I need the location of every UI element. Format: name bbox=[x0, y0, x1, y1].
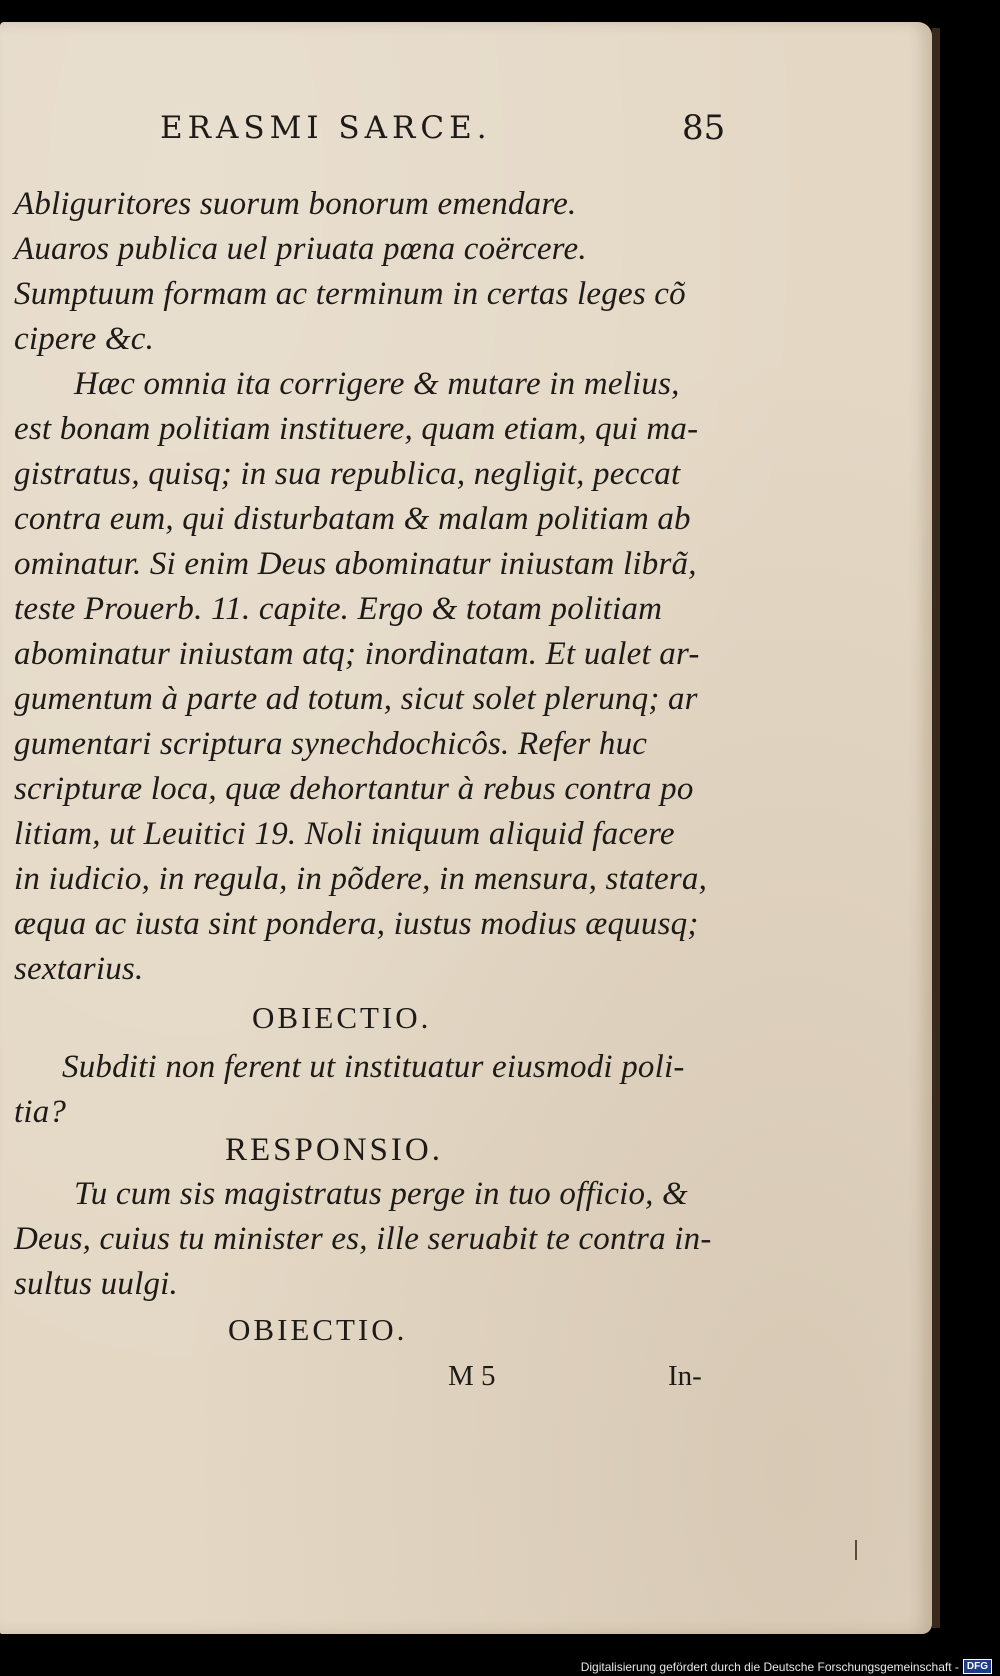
text-line: sultus uulgi. bbox=[14, 1266, 178, 1302]
paper-blemish bbox=[855, 1540, 857, 1560]
text-line: ominatur. Si enim Deus abominatur iniustam librã, bbox=[14, 546, 697, 582]
text-line: teste Prouerb. 11. capite. Ergo & totam politiam bbox=[14, 591, 663, 627]
dfg-logo-icon: DFG bbox=[963, 1659, 992, 1674]
text-line: cipere &c. bbox=[14, 321, 155, 357]
text-line: est bonam politiam instituere, quam etiam, qui ma- bbox=[14, 411, 699, 447]
page-edge bbox=[932, 28, 940, 1628]
footer-text: Digitalisierung gefördert durch die Deutsche Forschungsgemeinschaft - bbox=[580, 1659, 959, 1674]
text-line: gumentari scriptura synechdochicôs. Refer huc bbox=[14, 726, 648, 762]
text-block-main bbox=[14, 182, 734, 992]
running-head: ERASMI SARCE. bbox=[160, 110, 492, 146]
text-block-objection bbox=[14, 1045, 734, 1135]
text-block-response bbox=[14, 1172, 734, 1307]
text-line: Subditi non ferent ut instituatur eiusmodi poli- bbox=[62, 1049, 685, 1085]
section-heading-responsio: RESPONSIO. bbox=[225, 1132, 443, 1168]
text-line: scripturæ loca, quæ dehortantur à rebus contra po bbox=[14, 771, 694, 807]
book-page bbox=[0, 22, 932, 1634]
text-line: gumentum à parte ad totum, sicut solet plerunq; ar bbox=[14, 681, 698, 717]
text-line: tia? bbox=[14, 1094, 67, 1130]
text-line: contra eum, qui disturbatam & malam politiam ab bbox=[14, 501, 691, 537]
text-line: gistratus, quisq; in sua republica, negligit, peccat bbox=[14, 456, 681, 492]
text-line: Abliguritores suorum bonorum emendare. bbox=[14, 186, 577, 222]
text-line: æqua ac iusta sint pondera, iustus modius æquusq; bbox=[14, 906, 699, 942]
text-line: Hæc omnia ita corrigere & mutare in melius, bbox=[74, 366, 680, 402]
section-heading-obiectio-2: OBIECTIO. bbox=[228, 1312, 408, 1347]
text-line: Auaros publica uel priuata pœna coërcere. bbox=[14, 231, 587, 267]
text-line: sextarius. bbox=[14, 951, 144, 987]
section-heading-obiectio: OBIECTIO. bbox=[252, 1000, 432, 1035]
catchword: In- bbox=[668, 1360, 702, 1392]
digitization-footer bbox=[581, 1659, 992, 1674]
signature-mark: M 5 bbox=[448, 1360, 496, 1392]
text-line: Deus, cuius tu minister es, ille seruabit te contra in- bbox=[14, 1221, 712, 1257]
text-line: Tu cum sis magistratus perge in tuo officio, & bbox=[74, 1176, 688, 1212]
text-line: litiam, ut Leuitici 19. Noli iniquum aliquid facere bbox=[14, 816, 675, 852]
text-line: Sumptuum formam ac terminum in certas leges cõ bbox=[14, 276, 686, 312]
text-line: in iudicio, in regula, in põdere, in mensura, statera, bbox=[14, 861, 708, 897]
text-line: abominatur iniustam atq; inordinatam. Et ualet ar- bbox=[14, 636, 700, 672]
page-number: 85 bbox=[682, 108, 726, 148]
